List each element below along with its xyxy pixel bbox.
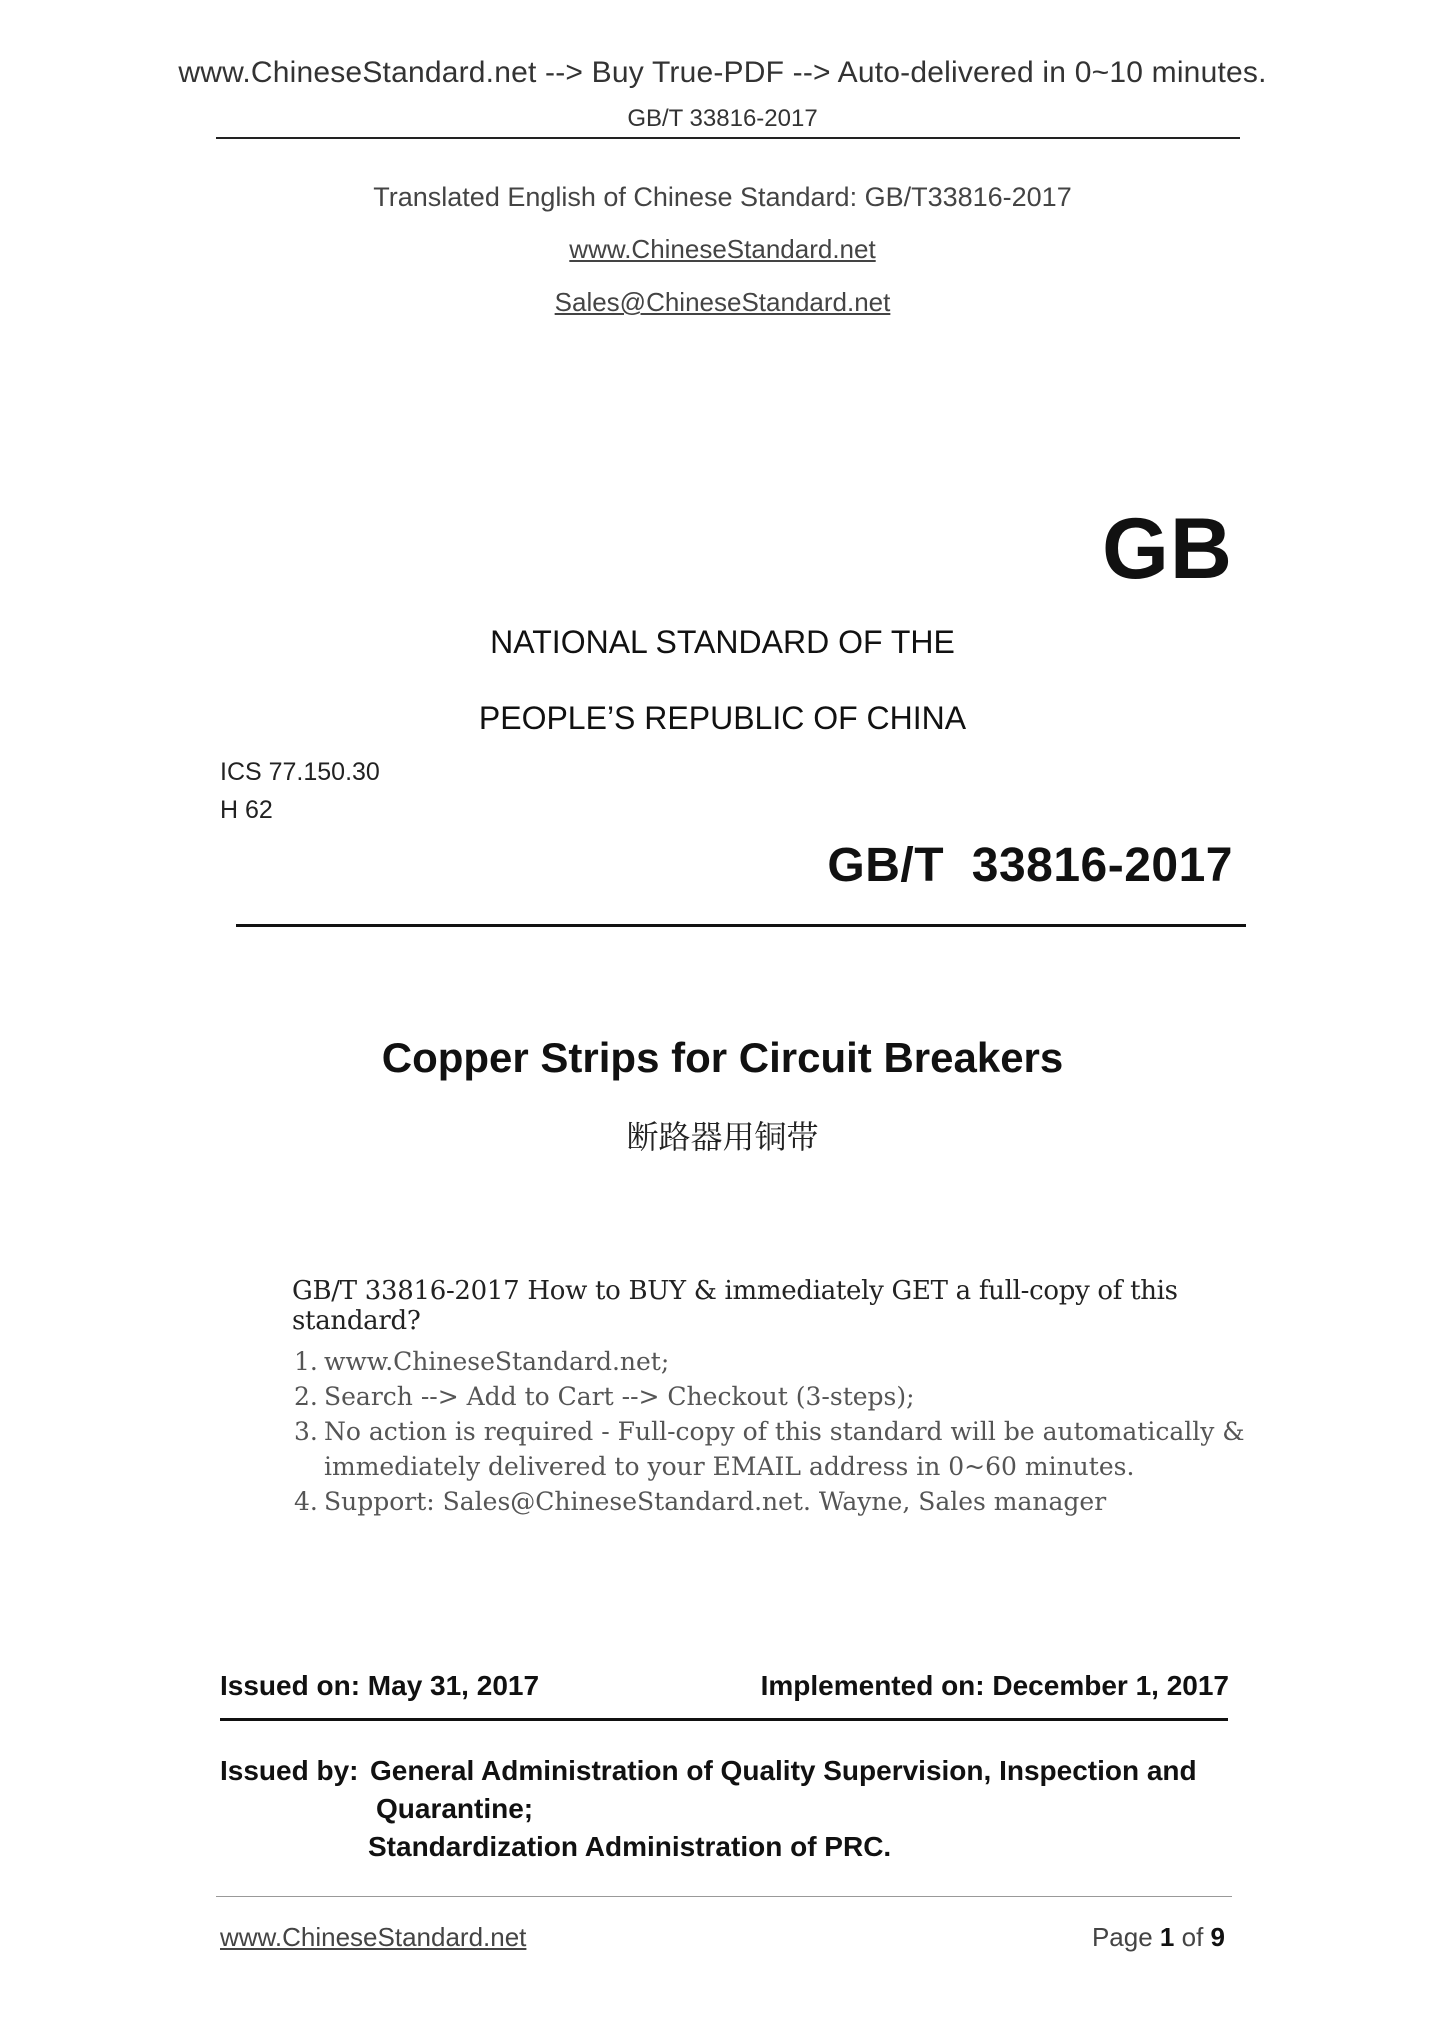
category-code: H 62: [220, 796, 273, 824]
document-title-en: Copper Strips for Circuit Breakers: [381, 1034, 1064, 1081]
issued-by-label: Issued by:: [220, 1755, 359, 1786]
email-link-row: [0, 287, 1445, 318]
page-current: 1: [1159, 1922, 1175, 1952]
step-number: 1.: [294, 1347, 318, 1376]
issued-by-line2: Quarantine;: [376, 1793, 534, 1824]
step-text: Support: Sales@ChineseStandard.net. Wayne, Sales manager: [324, 1487, 1107, 1516]
issued-by-block: [220, 1752, 1230, 1866]
issue-divider: [220, 1718, 1228, 1721]
document-title-cn: 断路器用铜带: [626, 1119, 819, 1155]
website-link-row: [0, 234, 1445, 265]
gb-mark: GB: [1102, 501, 1233, 597]
list-item: [292, 1484, 1252, 1519]
step-number: 2.: [294, 1382, 318, 1411]
page-of: of: [1181, 1922, 1204, 1952]
ics-code: ICS 77.150.30: [220, 758, 380, 786]
standard-number: GB/T 33816-2017: [827, 839, 1233, 892]
page-prefix: Page: [1091, 1922, 1153, 1952]
step-number: 3.: [294, 1417, 318, 1446]
footer-website-link[interactable]: www.ChineseStandard.net: [220, 1922, 527, 1952]
top-banner: www.ChineseStandard.net --> Buy True-PDF --> Auto-delivered in 0~10 minutes.: [178, 56, 1267, 89]
buy-steps: [292, 1344, 1252, 1519]
step-text: No action is required - Full-copy of this standard will be automatically & immediately delivered to your EMAIL address in 0~60 minutes.: [324, 1417, 1245, 1481]
issued-on-date: Issued on: May 31, 2017: [220, 1670, 540, 1701]
issued-by-line1: General Administration of Quality Supervision, Inspection and: [370, 1755, 1197, 1786]
list-item: [292, 1344, 1252, 1379]
footer-divider: [216, 1896, 1232, 1897]
website-link[interactable]: www.ChineseStandard.net: [569, 234, 876, 264]
buy-instructions: [292, 1276, 1252, 1519]
email-link[interactable]: Sales@ChineseStandard.net: [554, 287, 891, 317]
step-text: Search --> Add to Cart --> Checkout (3-steps);: [324, 1382, 915, 1411]
page-total: 9: [1210, 1922, 1225, 1952]
header-divider: [216, 137, 1240, 139]
translated-notice: Translated English of Chinese Standard: GB/T33816-2017: [373, 182, 1072, 212]
page-indicator: [1092, 1922, 1225, 1953]
title-divider: [236, 924, 1246, 927]
list-item: [292, 1414, 1252, 1484]
implemented-on-date: Implemented on: December 1, 2017: [760, 1670, 1229, 1701]
national-standard-line1: NATIONAL STANDARD OF THE: [490, 624, 955, 660]
issued-by-line3: Standardization Administration of PRC.: [368, 1831, 892, 1862]
national-standard-line2: PEOPLE’S REPUBLIC OF CHINA: [478, 700, 967, 736]
buy-heading: GB/T 33816-2017 How to BUY & immediately GET a full-copy of this standard?: [292, 1276, 1178, 1336]
step-text: www.ChineseStandard.net;: [324, 1347, 670, 1376]
header-standard-code: GB/T 33816-2017: [627, 105, 818, 132]
step-number: 4.: [294, 1487, 318, 1516]
list-item: [292, 1379, 1252, 1414]
